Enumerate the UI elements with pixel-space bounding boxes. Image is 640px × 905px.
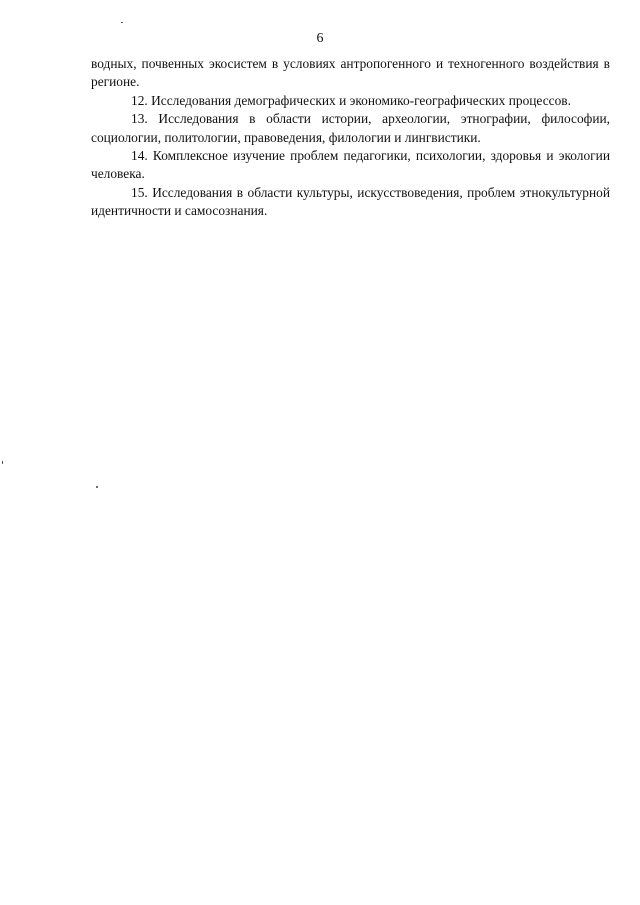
paragraph-item-12: 12. Исследования демографических и экономико-географических процессов.: [131, 92, 571, 108]
paragraph-item-14: 14. Комплексное изучение проблем педагогики, психологии, здоровья и экологии человека.: [91, 148, 610, 182]
scan-speck: [2, 461, 3, 464]
page-number: 6: [316, 31, 324, 46]
paragraph-item-15: 15. Исследования в области культуры, искусствоведения, проблем этнокультурной идентичности и самосознания.: [91, 184, 610, 219]
scan-speck: [96, 486, 99, 489]
paragraph-continuation: водных, почвенных экосистем в условиях антропогенного и техногенного воздействия в регионе.: [91, 56, 610, 90]
scan-speck: [121, 22, 123, 23]
paragraph-item-13: 13. Исследования в области истории, археологии, этнографии, философии, социологии, политологии, правоведения, филологии и лингвистики.: [91, 111, 610, 145]
document-body: [91, 55, 610, 221]
